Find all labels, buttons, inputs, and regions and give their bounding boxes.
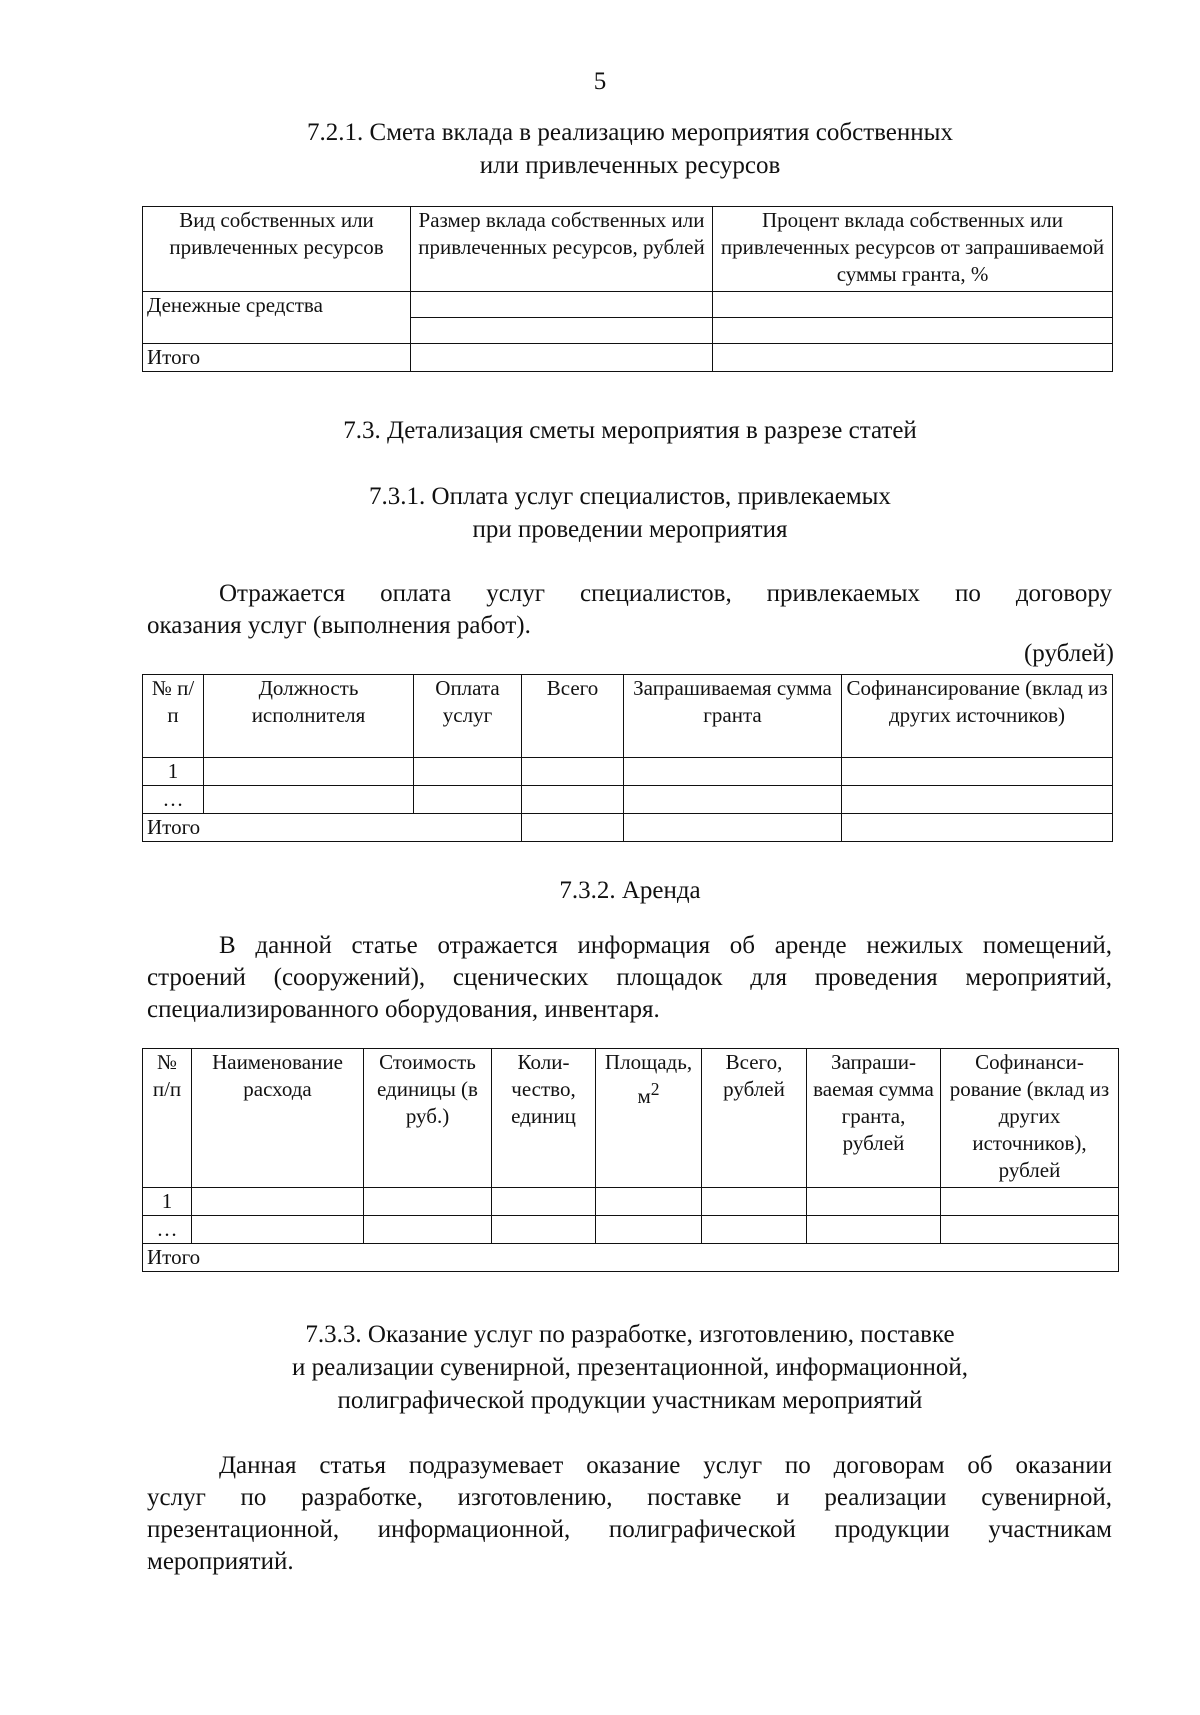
page-number: 5 bbox=[593, 68, 607, 95]
section-731-title bbox=[140, 480, 1120, 546]
table-cell bbox=[713, 344, 1113, 372]
section-721-title-line: 7.2.1. Смета вклада в реализацию мероприятия собственных bbox=[307, 119, 953, 146]
table-cell bbox=[414, 758, 522, 786]
paragraph-line: мероприятий. bbox=[147, 1548, 294, 1575]
paragraph-line: презентационной, информационной, полиграфической продукции участникам bbox=[147, 1516, 1112, 1543]
rent-table bbox=[142, 1048, 1119, 1272]
row-number: 1 bbox=[143, 758, 204, 786]
header-cell: Наименование расхода bbox=[192, 1049, 364, 1188]
section-733-title-line: и реализации сувенирной, презентационной, информационной, bbox=[292, 1354, 968, 1381]
paragraph-line: услуг по разработке, изготовлению, поставке и реализации сувенирной, bbox=[147, 1484, 1112, 1511]
table-cell bbox=[596, 1216, 702, 1244]
table-cell bbox=[702, 1216, 807, 1244]
table-cell bbox=[192, 1216, 364, 1244]
table-cell bbox=[713, 292, 1113, 318]
table-cell bbox=[492, 1188, 596, 1216]
header-cell: Коли-чество, единиц bbox=[492, 1049, 596, 1188]
section-721-title-line: или привлеченных ресурсов bbox=[479, 152, 781, 179]
header-cell: № п/п bbox=[143, 1049, 192, 1188]
header-cell: Всего, рублей bbox=[702, 1049, 807, 1188]
resources-contribution-table bbox=[142, 206, 1113, 372]
table-cell bbox=[192, 1188, 364, 1216]
table-row bbox=[143, 1244, 1119, 1272]
table-cell bbox=[522, 758, 624, 786]
row-label-money: Денежные средства bbox=[143, 292, 411, 344]
table-cell bbox=[492, 1216, 596, 1244]
specialists-payment-table bbox=[142, 674, 1113, 842]
table-cell bbox=[713, 318, 1113, 344]
table-cell bbox=[522, 786, 624, 814]
header-cell-area bbox=[596, 1049, 702, 1188]
section-733-paragraph bbox=[147, 1450, 1112, 1578]
table-cell bbox=[596, 1188, 702, 1216]
paragraph-line: строений (сооружений), сценических площадок для проведения мероприятий, bbox=[147, 964, 1112, 991]
header-cell: Процент вклада собственных или привлеченных ресурсов от запрашиваемой суммы гранта, % bbox=[713, 207, 1113, 292]
header-cell: Софинанси-рование (вклад из других источников), рублей bbox=[941, 1049, 1119, 1188]
area-unit-superscript: 2 bbox=[650, 1079, 660, 1099]
table-cell bbox=[364, 1188, 492, 1216]
paragraph-line: Данная статья подразумевает оказание услуг по договорам об оказании bbox=[219, 1452, 1112, 1479]
table-cell bbox=[807, 1188, 941, 1216]
section-732-title-line: 7.3.2. Аренда bbox=[559, 877, 701, 904]
table-cell bbox=[624, 758, 842, 786]
table-cell bbox=[624, 814, 842, 842]
table-row bbox=[143, 814, 1113, 842]
table-cell bbox=[414, 786, 522, 814]
section-73-title bbox=[140, 414, 1120, 447]
row-number: 1 bbox=[143, 1188, 192, 1216]
table-cell bbox=[411, 344, 713, 372]
section-73-title-line: 7.3. Детализация сметы мероприятия в разрезе статей bbox=[343, 417, 917, 444]
header-cell: Всего bbox=[522, 675, 624, 758]
table-cell bbox=[807, 1216, 941, 1244]
table-cell bbox=[702, 1188, 807, 1216]
paragraph-line: В данной статье отражается информация об аренде нежилых помещений, bbox=[219, 932, 1112, 959]
paragraph-line: Отражается оплата услуг специалистов, привлекаемых по договору bbox=[219, 580, 1112, 607]
header-cell: Запраши-ваемая сумма гранта, рублей bbox=[807, 1049, 941, 1188]
table-cell bbox=[941, 1216, 1119, 1244]
row-label-total: Итого bbox=[143, 1244, 1119, 1272]
table-row bbox=[143, 1188, 1119, 1216]
section-733-title bbox=[140, 1318, 1120, 1417]
section-733-title-line: 7.3.3. Оказание услуг по разработке, изготовлению, поставке bbox=[305, 1321, 955, 1348]
header-cell: Запрашиваемая сумма гранта bbox=[624, 675, 842, 758]
table-cell bbox=[411, 318, 713, 344]
table-cell bbox=[204, 786, 414, 814]
table-cell bbox=[204, 758, 414, 786]
section-731-title-line: 7.3.1. Оплата услуг специалистов, привлекаемых bbox=[369, 483, 891, 510]
section-731-title-line: при проведении мероприятия bbox=[472, 516, 788, 543]
row-label-total: Итого bbox=[143, 814, 522, 842]
section-732-title bbox=[140, 874, 1120, 907]
row-number: … bbox=[143, 1216, 192, 1244]
section-731-paragraph bbox=[147, 578, 1112, 642]
table-cell bbox=[364, 1216, 492, 1244]
paragraph-line: специализированного оборудования, инвентаря. bbox=[147, 996, 660, 1023]
section-733-title-line: полиграфической продукции участникам мероприятий bbox=[337, 1387, 923, 1414]
header-cell: Стоимость единицы (в руб.) bbox=[364, 1049, 492, 1188]
row-label-total: Итого bbox=[143, 344, 411, 372]
header-cell: Оплата услуг bbox=[414, 675, 522, 758]
table-cell bbox=[941, 1188, 1119, 1216]
header-cell: Вид собственных или привлеченных ресурсов bbox=[143, 207, 411, 292]
table-cell bbox=[624, 786, 842, 814]
table-header-row bbox=[143, 1049, 1119, 1188]
section-732-paragraph bbox=[147, 930, 1112, 1026]
table-row bbox=[143, 1216, 1119, 1244]
table-row bbox=[143, 786, 1113, 814]
header-cell: Размер вклада собственных или привлеченных ресурсов, рублей bbox=[411, 207, 713, 292]
table-cell bbox=[842, 758, 1113, 786]
table-cell bbox=[411, 292, 713, 318]
area-header-text: Площадь, м bbox=[604, 1050, 693, 1108]
row-number: … bbox=[143, 786, 204, 814]
header-cell: Должность исполнителя bbox=[204, 675, 414, 758]
table-cell bbox=[522, 814, 624, 842]
header-cell: № п/п bbox=[143, 675, 204, 758]
paragraph-line: оказания услуг (выполнения работ). bbox=[147, 612, 531, 639]
units-label: (рублей) bbox=[1023, 640, 1114, 667]
table-row bbox=[143, 292, 1113, 318]
section-721-title bbox=[140, 116, 1120, 182]
table-cell bbox=[842, 786, 1113, 814]
table-row bbox=[143, 344, 1113, 372]
table-header-row bbox=[143, 675, 1113, 758]
table-header-row bbox=[143, 207, 1113, 292]
table-row bbox=[143, 758, 1113, 786]
header-cell: Софинансирование (вклад из других источников) bbox=[842, 675, 1113, 758]
table-cell bbox=[842, 814, 1113, 842]
